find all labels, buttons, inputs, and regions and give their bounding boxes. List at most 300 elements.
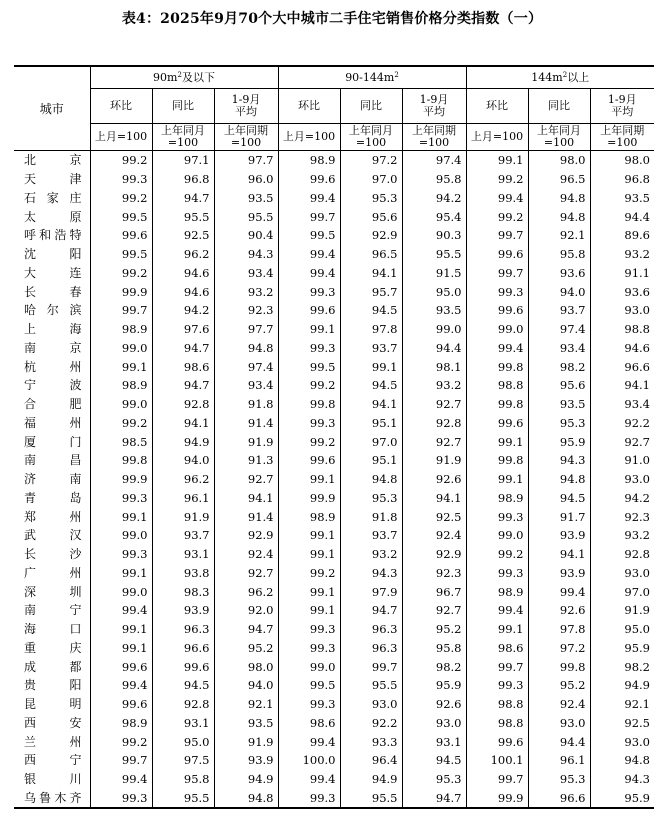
table-row [14, 189, 654, 208]
index-value: 94.1 [402, 489, 466, 508]
index-value: 97.0 [340, 432, 402, 451]
index-value: 99.1 [90, 564, 152, 583]
city-name: 沈 阳 [24, 247, 82, 262]
index-value: 96.2 [152, 470, 214, 489]
city-name: 银 川 [24, 772, 82, 787]
subcolumn-header: 环比 [278, 89, 340, 124]
index-value: 99.7 [466, 226, 528, 245]
index-value: 99.5 [90, 245, 152, 264]
index-value: 91.8 [214, 395, 278, 414]
index-value: 99.1 [278, 526, 340, 545]
index-value: 95.1 [340, 451, 402, 470]
index-value: 98.8 [466, 714, 528, 733]
index-value: 95.9 [590, 639, 654, 658]
index-value: 94.4 [402, 339, 466, 358]
index-value: 99.5 [278, 676, 340, 695]
index-value: 92.7 [214, 564, 278, 583]
index-value: 95.3 [528, 770, 590, 789]
index-value: 97.7 [214, 320, 278, 339]
index-value: 92.8 [590, 545, 654, 564]
index-value: 100.1 [466, 751, 528, 770]
index-value: 91.4 [214, 414, 278, 433]
index-value: 95.5 [340, 676, 402, 695]
index-value: 98.9 [278, 507, 340, 526]
subcolumn-header: 同比 [152, 89, 214, 124]
table-row [14, 245, 654, 264]
index-value: 95.9 [590, 789, 654, 809]
index-value: 93.9 [528, 526, 590, 545]
index-value: 99.0 [90, 526, 152, 545]
table-row [14, 526, 654, 545]
table-row [14, 207, 654, 226]
table-row [14, 414, 654, 433]
index-value: 99.1 [278, 320, 340, 339]
index-value: 92.5 [590, 714, 654, 733]
index-value: 94.8 [214, 789, 278, 809]
base-period-header: 上月=100 [278, 124, 340, 151]
index-value: 92.8 [152, 695, 214, 714]
index-value: 94.5 [152, 676, 214, 695]
index-value: 99.3 [278, 282, 340, 301]
index-value: 94.0 [214, 676, 278, 695]
index-value: 93.6 [590, 282, 654, 301]
index-value: 95.5 [340, 789, 402, 809]
index-value: 95.2 [402, 620, 466, 639]
table-row [14, 170, 654, 189]
index-value: 97.8 [528, 620, 590, 639]
index-value: 96.8 [152, 170, 214, 189]
index-value: 99.3 [466, 564, 528, 583]
table-row [14, 376, 654, 395]
index-value: 93.9 [214, 751, 278, 770]
index-value: 94.1 [528, 545, 590, 564]
index-value: 98.2 [528, 357, 590, 376]
index-value: 96.5 [340, 245, 402, 264]
index-value: 92.7 [402, 432, 466, 451]
index-value: 99.2 [278, 432, 340, 451]
index-value: 97.6 [152, 320, 214, 339]
city-name: 青 岛 [24, 490, 82, 505]
index-value: 95.0 [402, 282, 466, 301]
index-value: 99.7 [466, 657, 528, 676]
index-value: 99.1 [278, 601, 340, 620]
index-value: 95.3 [340, 189, 402, 208]
index-value: 96.3 [152, 620, 214, 639]
index-value: 91.9 [152, 507, 214, 526]
subcolumn-header: 环比 [90, 89, 152, 124]
city-name: 天 津 [24, 172, 82, 187]
city-name: 济 南 [24, 472, 82, 487]
index-value: 94.6 [590, 339, 654, 358]
base-period-header: 上月=100 [466, 124, 528, 151]
city-name: 贵 阳 [24, 678, 82, 693]
index-value: 93.7 [528, 301, 590, 320]
index-value: 91.8 [340, 507, 402, 526]
index-value: 99.8 [90, 451, 152, 470]
index-value: 99.4 [278, 264, 340, 283]
index-value: 100.0 [278, 751, 340, 770]
index-value: 94.7 [340, 601, 402, 620]
table-row [14, 770, 654, 789]
index-value: 99.4 [278, 732, 340, 751]
table-row [14, 751, 654, 770]
index-value: 95.3 [340, 489, 402, 508]
index-value: 95.5 [152, 789, 214, 809]
index-value: 99.2 [278, 564, 340, 583]
index-value: 92.7 [402, 601, 466, 620]
index-value: 93.7 [340, 526, 402, 545]
index-value: 93.8 [152, 564, 214, 583]
index-value: 94.9 [214, 770, 278, 789]
index-value: 96.7 [402, 582, 466, 601]
index-value: 94.8 [528, 470, 590, 489]
city-name: 广 州 [24, 565, 82, 580]
table-row [14, 489, 654, 508]
index-value: 92.7 [402, 395, 466, 414]
index-value: 96.3 [340, 639, 402, 658]
index-value: 99.3 [466, 676, 528, 695]
table-row [14, 470, 654, 489]
index-value: 99.7 [90, 751, 152, 770]
index-value: 93.5 [214, 714, 278, 733]
city-name: 海 口 [24, 622, 82, 637]
index-value: 99.9 [90, 470, 152, 489]
index-value: 97.5 [152, 751, 214, 770]
index-value: 93.1 [152, 714, 214, 733]
index-value: 92.2 [590, 414, 654, 433]
base-period-header: 上年同月 =100 [340, 124, 402, 151]
index-value: 98.0 [214, 657, 278, 676]
city-name: 厦 门 [24, 434, 82, 449]
index-value: 97.7 [214, 151, 278, 170]
index-value: 98.9 [466, 489, 528, 508]
index-value: 96.6 [528, 789, 590, 809]
index-value: 96.3 [340, 620, 402, 639]
table-row [14, 339, 654, 358]
index-value: 95.5 [402, 245, 466, 264]
base-period-header: 上年同期 =100 [590, 124, 654, 151]
index-value: 91.9 [214, 432, 278, 451]
index-value: 99.3 [90, 489, 152, 508]
index-value: 99.0 [90, 582, 152, 601]
index-value: 91.9 [590, 601, 654, 620]
index-value: 93.9 [528, 564, 590, 583]
index-value: 99.6 [466, 732, 528, 751]
subcolumn-header: 1-9月 平均 [214, 89, 278, 124]
index-value: 94.7 [152, 189, 214, 208]
index-value: 95.1 [340, 414, 402, 433]
index-value: 99.6 [90, 226, 152, 245]
index-value: 99.7 [340, 657, 402, 676]
index-value: 96.0 [214, 170, 278, 189]
index-value: 93.4 [528, 339, 590, 358]
index-value: 98.2 [590, 657, 654, 676]
index-value: 99.2 [278, 376, 340, 395]
index-value: 92.1 [528, 226, 590, 245]
index-value: 95.0 [152, 732, 214, 751]
index-value: 94.2 [152, 301, 214, 320]
index-value: 94.9 [340, 770, 402, 789]
index-value: 94.9 [152, 432, 214, 451]
table-row [14, 676, 654, 695]
index-value: 99.3 [278, 695, 340, 714]
index-value: 93.5 [402, 301, 466, 320]
index-value: 94.1 [590, 376, 654, 395]
index-value: 98.0 [590, 151, 654, 170]
index-value: 94.7 [152, 376, 214, 395]
index-value: 93.3 [340, 732, 402, 751]
index-value: 93.9 [152, 601, 214, 620]
index-value: 89.6 [590, 226, 654, 245]
index-value: 99.6 [466, 301, 528, 320]
city-name: 长 沙 [24, 547, 82, 562]
city-name: 重 庆 [24, 640, 82, 655]
index-value: 96.8 [590, 170, 654, 189]
index-value: 94.8 [528, 207, 590, 226]
index-value: 92.6 [402, 695, 466, 714]
index-value: 99.3 [278, 789, 340, 809]
base-period-header: 上年同期 =100 [214, 124, 278, 151]
table-row [14, 264, 654, 283]
table-row [14, 151, 654, 170]
index-value: 99.1 [466, 620, 528, 639]
table-row [14, 395, 654, 414]
city-name: 杭 州 [24, 359, 82, 374]
index-value: 93.1 [152, 545, 214, 564]
index-value: 99.1 [90, 507, 152, 526]
city-name: 西 安 [24, 715, 82, 730]
index-value: 99.6 [278, 451, 340, 470]
index-value: 95.2 [528, 676, 590, 695]
index-value: 98.9 [278, 151, 340, 170]
table-row [14, 789, 654, 809]
table-row [14, 732, 654, 751]
index-value: 98.1 [402, 357, 466, 376]
index-value: 95.8 [152, 770, 214, 789]
index-value: 93.2 [590, 526, 654, 545]
index-value: 99.7 [466, 264, 528, 283]
table-row [14, 451, 654, 470]
index-value: 97.0 [340, 170, 402, 189]
table-title: 表4：2025年9月70个大中城市二手住宅销售价格分类指数（一） [121, 11, 543, 27]
index-value: 92.3 [214, 301, 278, 320]
index-value: 94.7 [152, 339, 214, 358]
city-name: 北 京 [24, 153, 82, 168]
index-value: 97.4 [402, 151, 466, 170]
index-value: 94.4 [590, 207, 654, 226]
index-value: 94.8 [214, 339, 278, 358]
price-index-table [14, 65, 654, 809]
index-value: 99.4 [90, 676, 152, 695]
index-value: 92.5 [402, 507, 466, 526]
index-value: 92.5 [152, 226, 214, 245]
city-name: 深 圳 [24, 584, 82, 599]
index-value: 95.9 [528, 432, 590, 451]
index-value: 98.2 [402, 657, 466, 676]
index-value: 94.5 [402, 751, 466, 770]
index-value: 96.4 [340, 751, 402, 770]
index-value: 93.0 [590, 564, 654, 583]
index-value: 99.6 [278, 301, 340, 320]
index-value: 92.4 [214, 545, 278, 564]
index-value: 99.9 [90, 282, 152, 301]
index-value: 99.8 [466, 451, 528, 470]
index-value: 94.2 [402, 189, 466, 208]
index-value: 93.0 [590, 732, 654, 751]
index-value: 91.0 [590, 451, 654, 470]
index-value: 99.2 [90, 732, 152, 751]
index-value: 99.3 [278, 639, 340, 658]
index-value: 99.4 [528, 582, 590, 601]
index-value: 99.2 [90, 414, 152, 433]
index-value: 97.4 [528, 320, 590, 339]
city-name: 上 海 [24, 322, 82, 337]
base-period-header: 上月=100 [90, 124, 152, 151]
index-value: 93.2 [214, 282, 278, 301]
index-value: 99.9 [278, 489, 340, 508]
index-value: 98.8 [466, 376, 528, 395]
index-value: 99.3 [90, 170, 152, 189]
city-name: 郑 州 [24, 509, 82, 524]
index-value: 98.9 [90, 714, 152, 733]
index-value: 94.3 [214, 245, 278, 264]
index-value: 97.0 [590, 582, 654, 601]
index-value: 91.1 [590, 264, 654, 283]
index-value: 98.6 [278, 714, 340, 733]
city-name: 成 都 [24, 659, 82, 674]
index-value: 95.8 [402, 170, 466, 189]
index-value: 95.4 [402, 207, 466, 226]
index-value: 96.2 [152, 245, 214, 264]
index-value: 94.1 [340, 395, 402, 414]
index-value: 99.2 [466, 545, 528, 564]
index-value: 94.8 [590, 751, 654, 770]
index-value: 95.8 [528, 245, 590, 264]
index-value: 99.8 [466, 395, 528, 414]
city-name: 西 宁 [24, 753, 82, 768]
index-value: 99.0 [466, 320, 528, 339]
index-value: 96.2 [214, 582, 278, 601]
index-value: 99.3 [466, 507, 528, 526]
index-value: 99.0 [90, 339, 152, 358]
city-name: 大 连 [24, 265, 82, 280]
base-period-header: 上年同期 =100 [402, 124, 466, 151]
index-value: 99.0 [278, 657, 340, 676]
index-value: 99.1 [278, 545, 340, 564]
index-value: 92.9 [402, 545, 466, 564]
city-name: 兰 州 [24, 734, 82, 749]
index-value: 99.5 [278, 226, 340, 245]
index-value: 99.0 [466, 526, 528, 545]
index-value: 97.9 [340, 582, 402, 601]
table-row [14, 714, 654, 733]
index-value: 91.9 [214, 732, 278, 751]
index-value: 94.5 [528, 489, 590, 508]
index-value: 99.4 [278, 189, 340, 208]
index-value: 99.3 [90, 545, 152, 564]
index-value: 93.2 [402, 376, 466, 395]
table-row [14, 545, 654, 564]
index-value: 93.7 [152, 526, 214, 545]
base-period-header: 上年同月 =100 [528, 124, 590, 151]
index-value: 93.6 [528, 264, 590, 283]
table-row [14, 226, 654, 245]
index-value: 93.5 [590, 189, 654, 208]
index-value: 92.1 [590, 695, 654, 714]
index-value: 93.0 [590, 301, 654, 320]
table-row [14, 582, 654, 601]
index-value: 99.4 [466, 601, 528, 620]
index-value: 99.3 [90, 789, 152, 809]
index-value: 99.8 [466, 357, 528, 376]
index-value: 95.7 [340, 282, 402, 301]
index-value: 99.6 [466, 245, 528, 264]
table-row [14, 357, 654, 376]
index-value: 94.6 [152, 282, 214, 301]
index-value: 96.6 [152, 639, 214, 658]
index-value: 91.9 [402, 451, 466, 470]
table-row [14, 282, 654, 301]
table-row [14, 695, 654, 714]
index-value: 92.6 [528, 601, 590, 620]
index-value: 91.7 [528, 507, 590, 526]
index-value: 99.3 [278, 414, 340, 433]
index-value: 93.0 [528, 714, 590, 733]
index-value: 92.8 [152, 395, 214, 414]
index-value: 97.1 [152, 151, 214, 170]
index-value: 95.3 [402, 770, 466, 789]
index-value: 92.9 [340, 226, 402, 245]
table-row [14, 301, 654, 320]
index-value: 99.4 [466, 339, 528, 358]
table-row [14, 639, 654, 658]
index-value: 99.1 [278, 470, 340, 489]
city-name: 太 原 [24, 209, 82, 224]
index-value: 94.6 [152, 264, 214, 283]
index-value: 99.2 [90, 264, 152, 283]
index-value: 94.5 [340, 376, 402, 395]
index-value: 91.3 [214, 451, 278, 470]
table-row [14, 507, 654, 526]
index-value: 96.5 [528, 170, 590, 189]
table-row [14, 564, 654, 583]
index-value: 99.1 [466, 432, 528, 451]
index-value: 94.9 [590, 676, 654, 695]
city-name: 南 宁 [24, 603, 82, 618]
index-value: 92.3 [590, 507, 654, 526]
index-value: 99.5 [90, 207, 152, 226]
index-value: 99.3 [278, 620, 340, 639]
index-value: 99.0 [402, 320, 466, 339]
city-name: 合 肥 [24, 397, 82, 412]
index-value: 99.1 [466, 151, 528, 170]
index-value: 96.6 [590, 357, 654, 376]
index-value: 93.0 [590, 470, 654, 489]
index-value: 99.4 [90, 601, 152, 620]
index-value: 92.8 [402, 414, 466, 433]
index-value: 98.3 [152, 582, 214, 601]
index-value: 99.5 [278, 357, 340, 376]
index-value: 99.1 [340, 357, 402, 376]
index-value: 99.6 [278, 170, 340, 189]
city-name: 福 州 [24, 415, 82, 430]
index-value: 99.7 [90, 301, 152, 320]
table-row [14, 620, 654, 639]
city-name: 南 昌 [24, 453, 82, 468]
index-value: 92.4 [402, 526, 466, 545]
subcolumn-header: 环比 [466, 89, 528, 124]
index-value: 99.2 [466, 207, 528, 226]
